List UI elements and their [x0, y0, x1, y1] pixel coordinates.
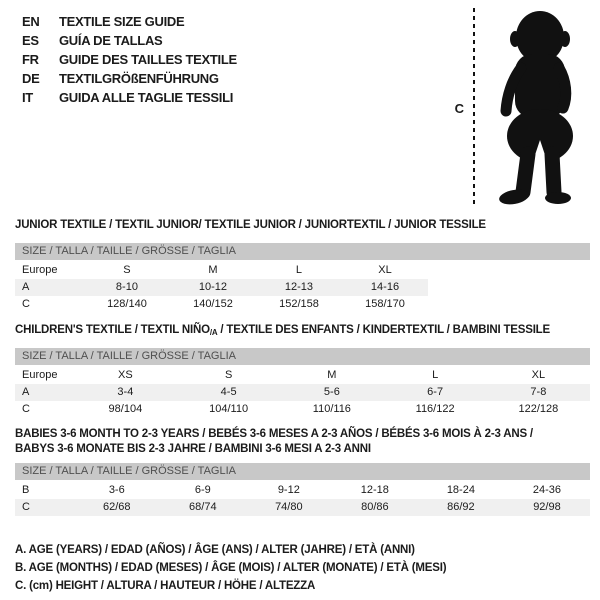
language-title: TEXTILGRÖßENFÜHRUNG: [59, 71, 219, 86]
table-row: [15, 262, 428, 279]
size-cell: 14-16: [342, 279, 428, 296]
size-cell: 86/92: [418, 499, 504, 516]
size-cell: L: [432, 369, 439, 381]
size-cell: 9-12: [277, 484, 300, 496]
language-title: GUÍA DE TALLAS: [59, 33, 163, 48]
table-row: [15, 384, 590, 401]
height-figure: [455, 8, 592, 208]
table-row: [15, 296, 428, 313]
size-cell: 110/116: [312, 403, 351, 415]
size-cell: 74/80: [246, 499, 332, 516]
size-table-section-junior: [15, 218, 590, 313]
height-measure-label: C: [454, 100, 464, 116]
size-cell: 68/74: [160, 499, 246, 516]
table-row: [15, 401, 590, 418]
language-code: EN: [22, 14, 40, 29]
size-cell: 116/122: [415, 403, 455, 415]
table-title-line: BABIES 3-6 MONTH TO 2-3 YEARS / BEBÉS 3-6 MESES A 2-3 AÑOS / BÉBÉS 3-6 MOIS À 2-3 ANS /: [15, 428, 533, 440]
table-title: [15, 427, 590, 457]
table-row: [15, 367, 590, 384]
size-table: [15, 262, 428, 313]
size-cell: 152/158: [279, 298, 319, 310]
language-title: GUIDA ALLE TAGLIE TESSILI: [59, 90, 234, 105]
language-row: [22, 12, 237, 31]
size-cell: 4-5: [177, 384, 280, 401]
table-title-line: CHILDREN'S TEXTILE / TEXTIL $NIÑO_{/A}$ / TEXTILE DES ENFANTS / KINDERTEXTIL / BAMBINI TESSILE: [15, 324, 550, 337]
toddler-silhouette-icon: [486, 8, 592, 208]
table-title: [15, 323, 590, 340]
table-title: [15, 218, 590, 233]
size-cell: 18-24: [446, 484, 475, 496]
footnote: C. (cm) HEIGHT / ALTURA / HAUTEUR / HÖHE / ALTEZZA: [15, 580, 316, 592]
row-label: Europe: [22, 264, 58, 276]
row-label: Europe: [22, 369, 58, 381]
row-label: C: [22, 403, 30, 415]
footnote: B. AGE (MONTHS) / EDAD (MESES) / ÂGE (MOIS) / ALTER (MONATE) / ETÀ (MESI): [15, 562, 447, 574]
language-row: [22, 88, 237, 107]
language-row: [22, 50, 237, 69]
table-row: [15, 279, 428, 296]
size-table-section-children: [15, 323, 590, 418]
size-cell: 6-9: [194, 484, 211, 496]
size-cell: M: [327, 369, 337, 381]
size-cell: 92/98: [504, 499, 590, 516]
size-header-bar: [15, 243, 590, 260]
size-cell: M: [208, 264, 218, 276]
size-cell: 8-10: [84, 279, 170, 296]
row-label: B: [22, 484, 30, 496]
language-title: TEXTILE SIZE GUIDE: [59, 14, 185, 29]
size-header-bar: [15, 348, 590, 365]
size-header-text: SIZE / TALLA / TAILLE / GRÖSSE / TAGLIA: [22, 245, 236, 257]
table-title-line: BABYS 3-6 MONATE BIS 2-3 JAHRE / BAMBINI 3-6 MESI A 2-3 ANNI: [15, 443, 371, 455]
size-cell: L: [295, 264, 303, 276]
size-cell: 158/170: [365, 298, 405, 310]
footnote: A. AGE (YEARS) / EDAD (AÑOS) / ÂGE (ANS) / ALTER (JAHRE) / ETÀ (ANNI): [15, 544, 415, 556]
size-cell: 80/86: [332, 499, 418, 516]
table-row: [15, 482, 590, 499]
size-table: [15, 482, 590, 516]
size-cell: XL: [531, 369, 546, 381]
language-title: GUIDE DES TAILLES TEXTILE: [59, 52, 237, 67]
language-row: [22, 31, 237, 50]
language-row: [22, 69, 237, 88]
language-code: ES: [22, 33, 39, 48]
size-cell: 128/140: [107, 298, 147, 310]
size-cell: 12-18: [360, 484, 389, 496]
table-row: [15, 499, 590, 516]
language-code: IT: [22, 90, 33, 105]
size-header-text: SIZE / TALLA / TAILLE / GRÖSSE / TAGLIA: [22, 350, 236, 362]
header-block: [0, 0, 600, 210]
size-table: [15, 367, 590, 418]
row-label: C: [15, 499, 74, 516]
size-cell: XL: [378, 264, 392, 276]
row-label: A: [15, 279, 84, 296]
size-table-section-babies: [15, 427, 590, 516]
size-cell: 62/68: [74, 499, 160, 516]
size-header-bar: [15, 463, 590, 480]
size-cell: 5-6: [280, 384, 383, 401]
size-cell: XS: [118, 369, 133, 381]
size-cell: 3-4: [74, 384, 177, 401]
height-measure-line: [473, 8, 475, 208]
language-code: DE: [22, 71, 40, 86]
table-title-line: JUNIOR TEXTILE / TEXTIL JUNIOR/ TEXTILE JUNIOR / JUNIORTEXTIL / JUNIOR TESSILE: [15, 219, 486, 231]
row-label: C: [22, 298, 30, 310]
size-cell: 140/152: [193, 298, 233, 310]
size-cell: 122/128: [518, 403, 559, 415]
language-guide: [22, 12, 237, 107]
size-cell: 98/104: [108, 403, 143, 415]
size-cell: S: [123, 264, 131, 276]
footnotes: [15, 541, 590, 595]
row-label: A: [15, 384, 74, 401]
size-cell: 6-7: [384, 384, 487, 401]
size-cell: 24-36: [532, 484, 562, 496]
language-code: FR: [22, 52, 39, 67]
size-cell: 104/110: [209, 403, 249, 415]
size-cell: 12-13: [256, 279, 342, 296]
size-cell: 3-6: [108, 484, 125, 496]
size-cell: S: [224, 369, 233, 381]
size-cell: 7-8: [487, 384, 590, 401]
size-cell: 10-12: [170, 279, 256, 296]
size-header-text: SIZE / TALLA / TAILLE / GRÖSSE / TAGLIA: [22, 465, 236, 477]
